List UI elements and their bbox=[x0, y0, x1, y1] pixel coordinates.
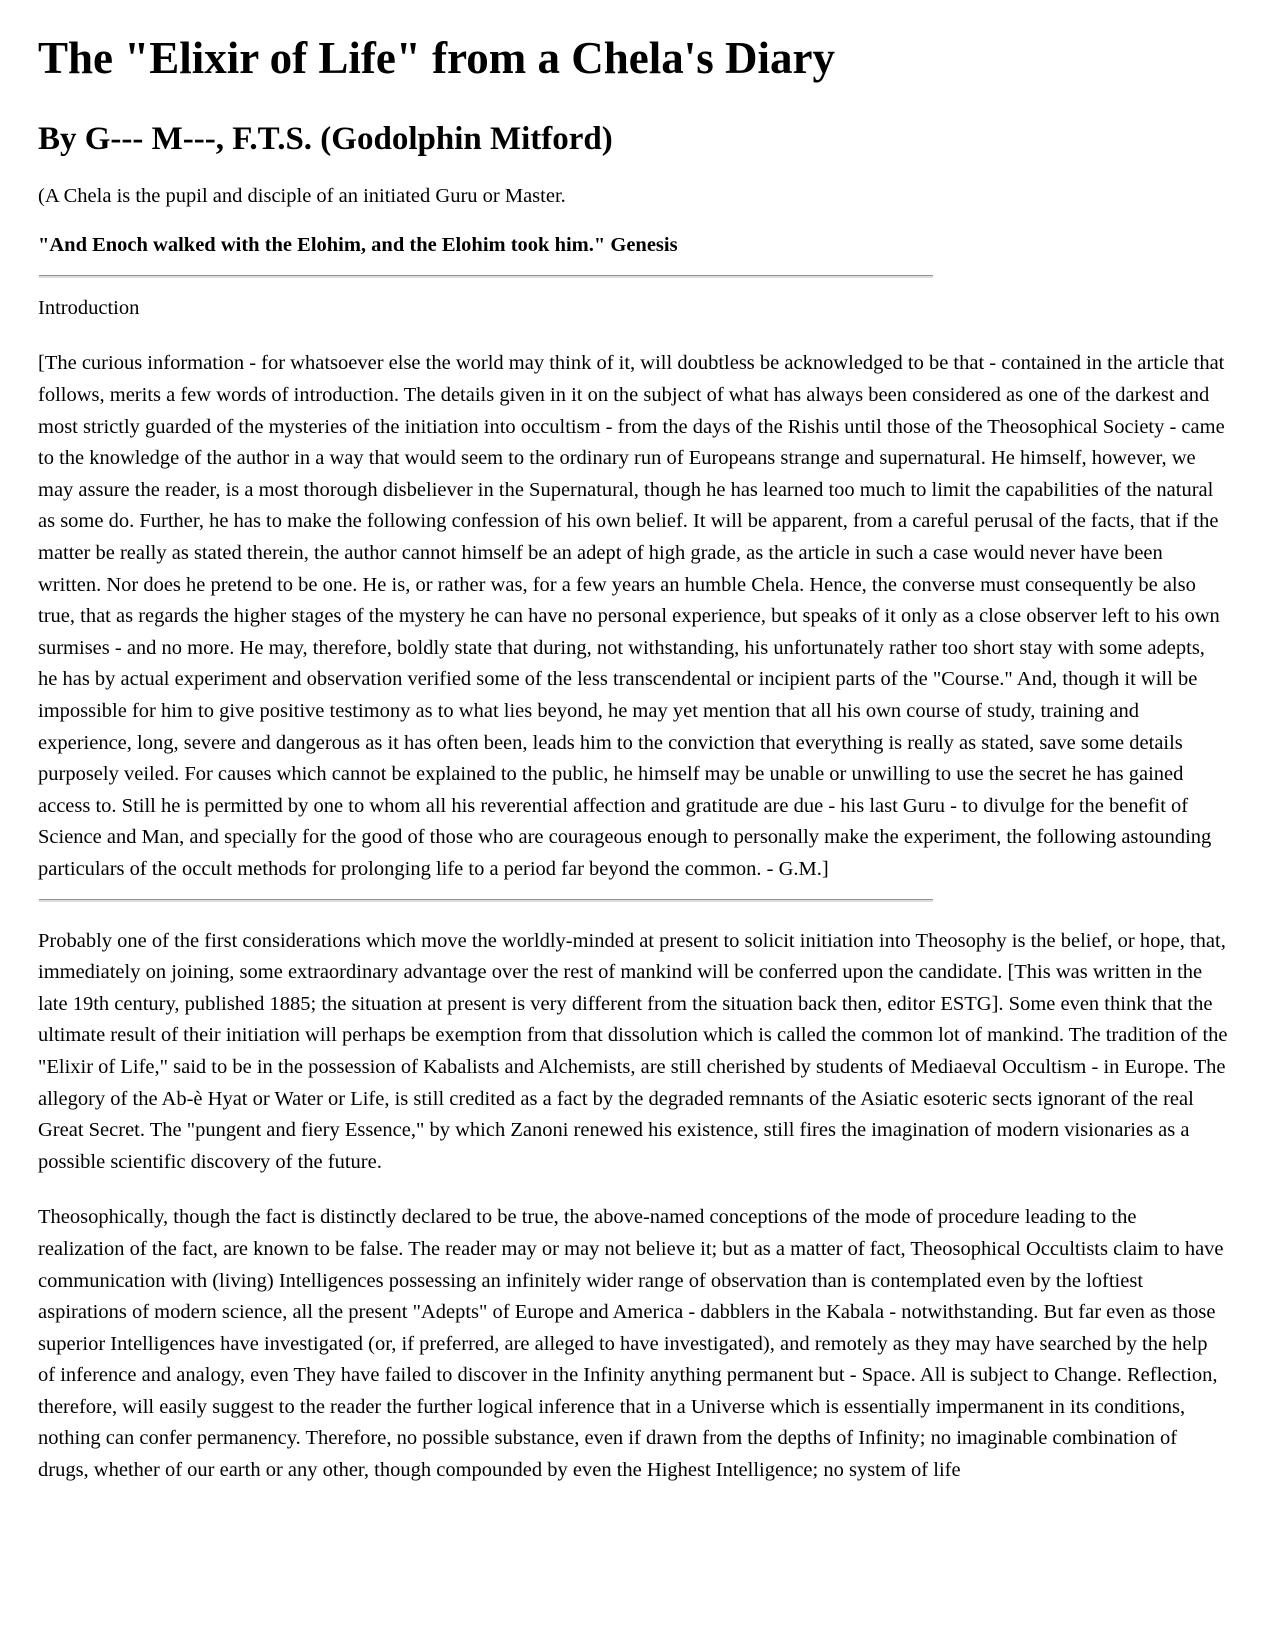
page-title: The "Elixir of Life" from a Chela's Diary bbox=[38, 33, 835, 83]
section-heading-introduction: Introduction bbox=[38, 296, 140, 319]
top-horizontal-rule bbox=[39, 275, 933, 278]
genesis-epigraph: "And Enoch walked with the Elohim, and the Elohim took him." Genesis bbox=[38, 234, 678, 257]
body-paragraph-1: Probably one of the first considerations which move the worldly-minded at present to solicit initiation into Theosophy is the belief, or hope, that, immediately on joining, some extraordinary advantage over the rest of mankind will be conferred upon the candidate. [This was written in the late 19th century, published 1885; the situation at present is very different from the situation back then, editor ESTG]. Some even think that the ultimate result of their initiation will perhaps be exemption from that dissolution which is called the common lot of mankind. The tradition of the "Elixir of Life," said to be in the possession of Kabalists and Alchemists, are still cherished by students of Mediaeval Occultism - in Europe. The allegory of the Ab-è Hyat or Water or Life, is still credited as a fact by the degraded remnants of the Asiatic esoteric sects ignorant of the real Great Secret. The "pungent and fiery Essence," by which Zanoni renewed his existence, still fires the imagination of modern visionaries as a possible scientific discovery of the future. bbox=[38, 929, 1228, 1173]
mid-horizontal-rule bbox=[39, 899, 933, 902]
byline: By G--- M---, F.T.S. (Godolphin Mitford) bbox=[38, 120, 613, 157]
body-paragraph-2: Theosophically, though the fact is distinctly declared to be true, the above-named conceptions of the mode of procedure leading to the realization of the fact, are known to be false. The reader may or may not believe it; but as a matter of fact, Theosophical Occultists claim to have communication with (living) Intelligences possessing an infinitely wider range of observation than is contemplated even by the loftiest aspirations of modern science, all the present "Adepts" of Europe and America - dabblers in the Kabala - notwithstanding. But far even as those superior Intelligences have investigated (or, if preferred, are alleged to have investigated), and remotely as they may have searched by the help of inference and analogy, even They have failed to discover in the Infinity anything permanent but - Space. All is subject to Change. Reflection, therefore, will easily suggest to the reader the further logical inference that in a Universe which is essentially impermanent in its conditions, nothing can confer permanency. Therefore, no possible substance, even if drawn from the depths of Infinity; no imaginable combination of drugs, whether of our earth or any other, though compounded by even the Highest Intelligence; no system of life bbox=[38, 1206, 1224, 1482]
chela-definition-note: (A Chela is the pupil and disciple of an initiated Guru or Master. bbox=[38, 184, 566, 207]
intro-paragraph: [The curious information - for whatsoever else the world may think of it, will doubtless be acknowledged to be that - contained in the article that follows, merits a few words of introduction. The details given in it on the subject of what has always been considered as one of the darkest and most strictly guarded of the mysteries of the initiation into occultism - from the days of the Rishis until those of the Theosophical Society - came to the knowledge of the author in a way that would seem to the ordinary run of Europeans strange and supernatural. He himself, however, we may assure the reader, is a most thorough disbeliever in the Supernatural, though he has learned too much to limit the capabilities of the natural as some do. Further, he has to make the following confession of his own belief. It will be apparent, from a careful perusal of the facts, that if the matter be really as stated therein, the author cannot himself be an adept of high grade, as the article in such a case would never have been written. Nor does he pretend to be one. He is, or rather was, for a few years an humble Chela. Hence, the converse must consequently be also true, that as regards the higher stages of the mystery he can have no personal experience, but speaks of it only as a close observer left to his own surmises - and no more. He may, therefore, boldly state that during, not withstanding, his unfortunately rather too short stay with some adepts, he has by actual experiment and observation verified some of the less transcendental or incipient parts of the "Course." And, though it will be impossible for him to give positive testimony as to what lies beyond, he may yet mention that all his own course of study, training and experience, long, severe and dangerous as it has often been, leads him to the conviction that everything is really as stated, save some details purposely veiled. For causes which cannot be explained to the public, he himself may be unable or unwilling to use the secret he has gained access to. Still he is permitted by one to whom all his reverential affection and gratitude are due - his last Guru - to divulge for the benefit of Science and Man, and specially for the good of those who are courageous enough to personally make the experiment, the following astounding particulars of the occult methods for prolonging life to a period far beyond the common. - G.M.] bbox=[38, 352, 1225, 880]
